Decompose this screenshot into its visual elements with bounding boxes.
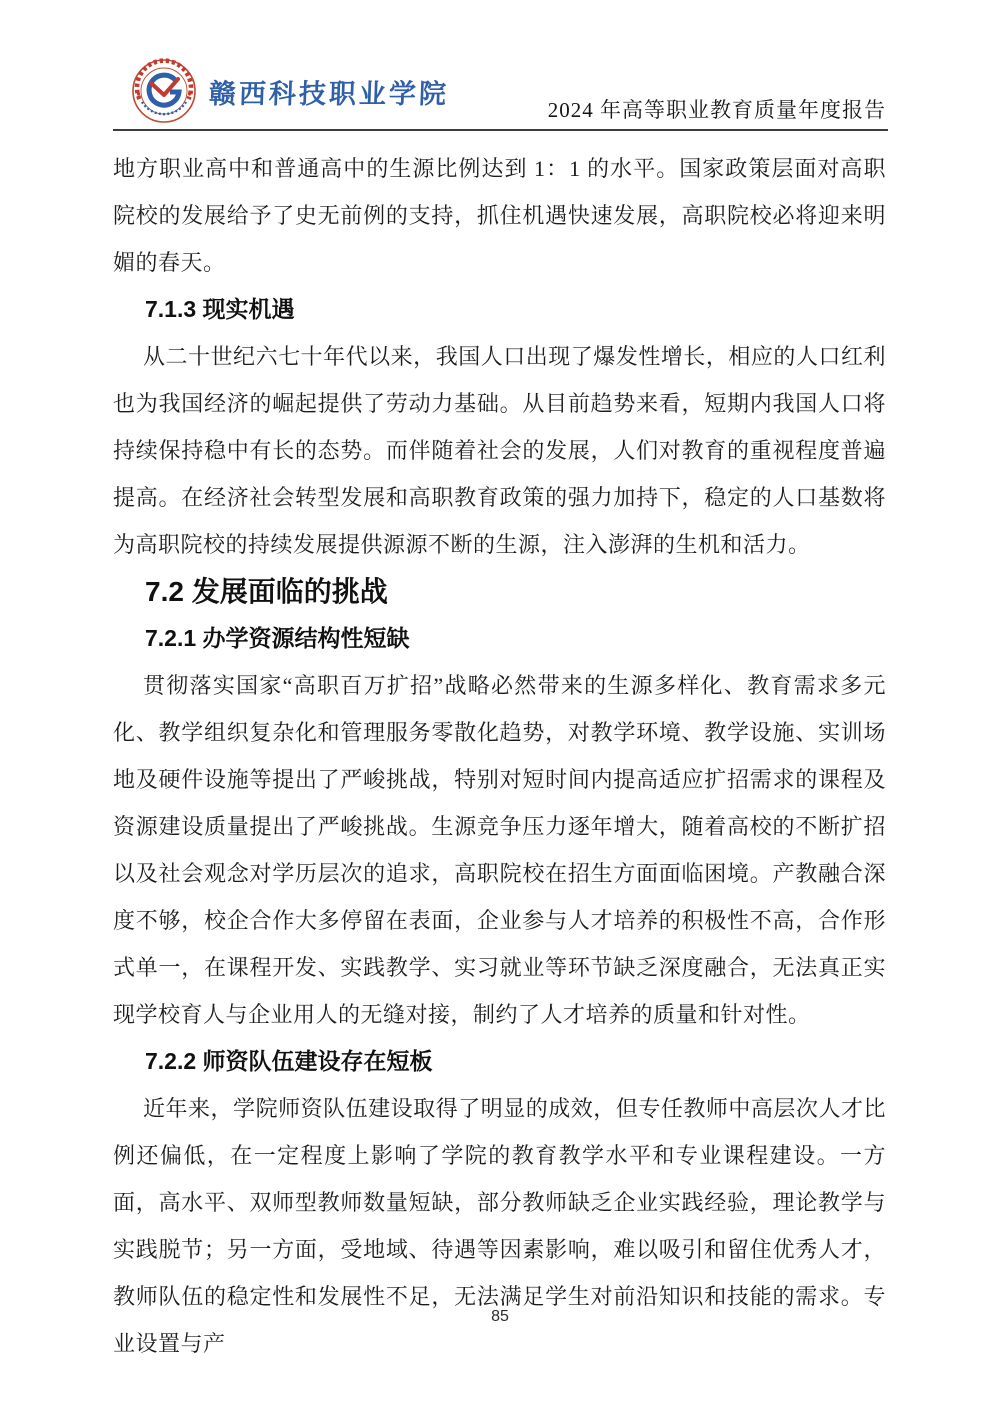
header-logo-group <box>131 58 449 124</box>
heading-7-2-1: 7.2.1 办学资源结构性短缺 <box>145 625 410 651</box>
paragraph-faculty-shortboard: 近年来，学院师资队伍建设取得了明显的成效，但专任教师中高层次人才比例还偏低，在一定程度上影响了学院的教育教学水平和专业课程建设。一方面，高水平、双师型教师数量短缺，部分教师缺乏企业实践经验，理论教学与实践脱节；另一方面，受地域、待遇等因素影响，难以吸引和留住优秀人才，教师队伍的稳定性和发展性不足，无法满足学生对前沿知识和技能的需求。专业设置与产 <box>113 1096 886 1356</box>
paragraph-continuation: 地方职业高中和普通高中的生源比例达到 1：1 的水平。国家政策层面对高职院校的发展给予了史无前例的支持，抓住机遇快速发展，高职院校必将迎来明媚的春天。 <box>113 156 886 275</box>
page-number: 85 <box>491 1308 509 1325</box>
report-title: 2024 年高等职业教育质量年度报告 <box>547 98 886 122</box>
college-name: 赣西科技职业学院 <box>208 78 450 109</box>
paragraph-population-dividend: 从二十世纪六七十年代以来，我国人口出现了爆发性增长，相应的人口红利也为我国经济的崛起提供了劳动力基础。从目前趋势来看，短期内我国人口将持续保持稳中有长的态势。而伴随着社会的发展，人们对教育的重视程度普遍提高。在经济社会转型发展和高职教育政策的强力加持下，稳定的人口基数将为高职院校的持续发展提供源源不断的生源，注入澎湃的生机和活力。 <box>113 344 886 557</box>
document-body <box>113 145 886 1367</box>
heading-7-2-2: 7.2.2 师资队伍建设存在短板 <box>145 1048 433 1074</box>
heading-7-2: 7.2 发展面临的挑战 <box>145 576 388 607</box>
paragraph-resource-shortage: 贯彻落实国家“高职百万扩招”战略必然带来的生源多样化、教育需求多元化、教学组织复杂化和管理服务零散化趋势，对教学环境、教学设施、实训场地及硬件设施等提出了严峻挑战，特别对短时间内提高适应扩招需求的课程及资源建设质量提出了严峻挑战。生源竞争压力逐年增大，随着高校的不断扩招以及社会观念对学历层次的追求，高职院校在招生方面面临困境。产教融合深度不够，校企合作大多停留在表面，企业参与人才培养的积极性不高，合作形式单一，在课程开发、实践教学、实习就业等环节缺乏深度融合，无法真正实现学校育人与企业用人的无缝对接，制约了人才培养的质量和针对性。 <box>113 673 886 1027</box>
page-header <box>113 56 888 131</box>
page-footer <box>0 1308 1000 1326</box>
college-seal-icon <box>131 58 197 124</box>
heading-7-1-3: 7.1.3 现实机遇 <box>145 296 295 322</box>
